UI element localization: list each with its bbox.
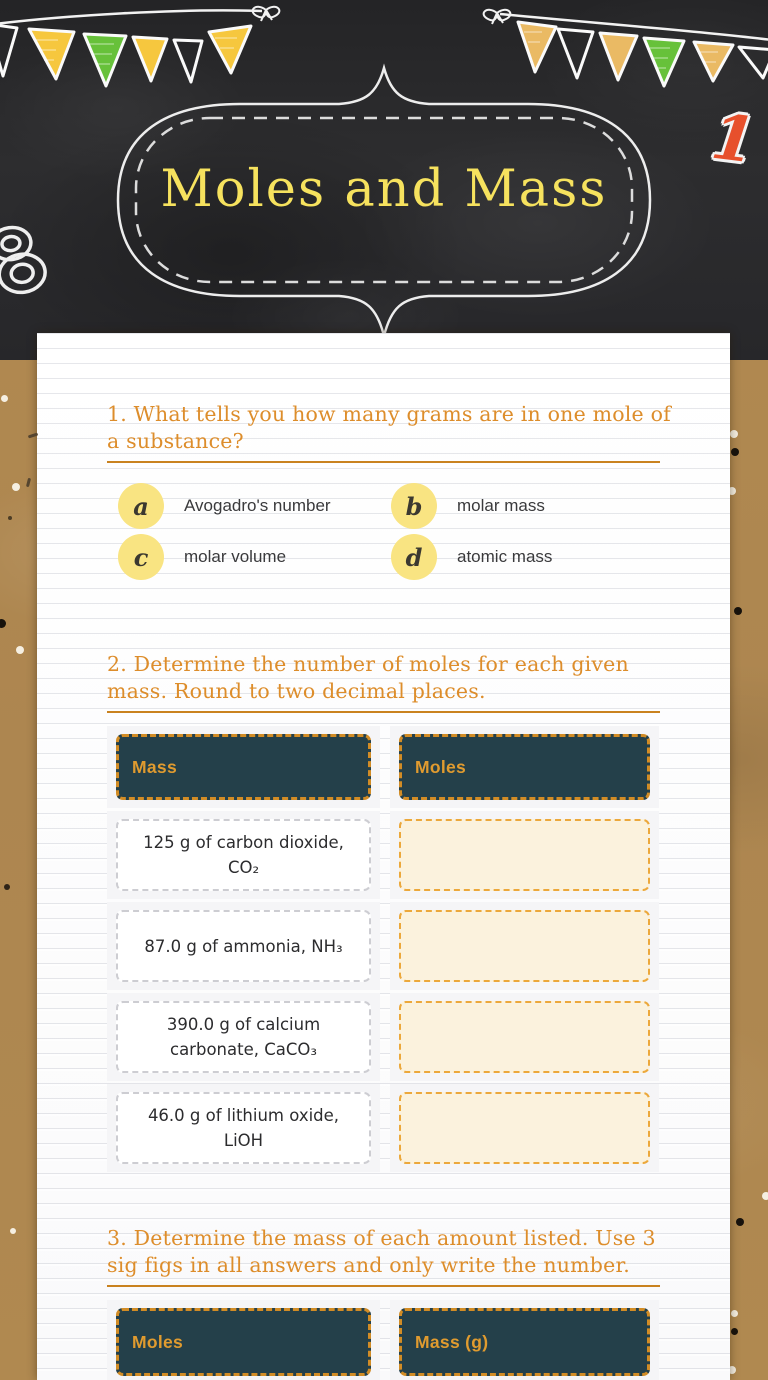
mass-label: 87.0 g of ammonia, NH₃ <box>116 910 371 982</box>
decorative-number-8 <box>0 224 48 296</box>
kraft-dot <box>10 1228 16 1234</box>
moles-answer-input[interactable] <box>399 819 650 891</box>
question-2-table <box>107 726 659 1172</box>
moles-answer-input[interactable] <box>399 1092 650 1164</box>
bow-icon <box>253 7 280 21</box>
table-cell <box>107 811 380 899</box>
kraft-dot <box>734 607 742 615</box>
chalkboard-header <box>0 0 768 360</box>
column-header-moles: Moles <box>399 734 650 800</box>
option-label[interactable]: Avogadro's number <box>184 496 331 515</box>
table-cell <box>107 1084 380 1172</box>
kraft-dot <box>4 884 10 890</box>
moles-answer-input[interactable] <box>399 910 650 982</box>
table-cell <box>390 1084 659 1172</box>
question-3-prompt: 3. Determine the mass of each amount listed. Use 3 sig figs in all answers and only write the number. <box>107 1226 656 1277</box>
column-header-mass: Mass <box>116 734 371 800</box>
kraft-dot <box>0 619 6 628</box>
table-header-cell <box>390 1300 659 1380</box>
option-letter-badge[interactable]: c <box>118 534 164 580</box>
bunting-flags-left <box>0 24 251 86</box>
option-label[interactable]: molar mass <box>457 496 545 515</box>
question-1-divider <box>107 461 660 463</box>
answer-option-c[interactable] <box>118 534 286 580</box>
option-letter-badge[interactable]: b <box>391 483 437 529</box>
kraft-dot <box>731 1328 738 1335</box>
bow-icon <box>484 10 511 24</box>
table-cell <box>107 902 380 990</box>
table-cell <box>107 993 380 1081</box>
option-label[interactable]: molar volume <box>184 547 287 566</box>
kraft-dot <box>1 395 8 402</box>
kraft-dot <box>16 646 24 654</box>
mass-label: 46.0 g of lithium oxide, LiOH <box>116 1092 371 1164</box>
question-2-prompt: 2. Determine the number of moles for each given mass. Round to two decimal places. <box>107 652 629 703</box>
question-3-divider <box>107 1285 660 1287</box>
kraft-dot <box>12 483 20 491</box>
kraft-dot <box>731 1310 738 1317</box>
moles-answer-input[interactable] <box>399 1001 650 1073</box>
question-1-prompt: 1. What tells you how many grams are in one mole of a substance? <box>107 402 671 453</box>
bunting-string-left <box>0 10 262 24</box>
mass-label: 125 g of carbon dioxide, CO₂ <box>116 819 371 891</box>
table-header-cell <box>107 726 380 808</box>
table-header-cell <box>107 1300 380 1380</box>
table-header-cell <box>390 726 659 808</box>
column-header-mass-g: Mass (g) <box>399 1308 650 1376</box>
table-cell <box>390 902 659 990</box>
question-2-divider <box>107 711 660 713</box>
table-cell <box>390 993 659 1081</box>
question-3-table <box>107 1300 659 1380</box>
answer-option-d[interactable] <box>391 534 552 580</box>
option-label[interactable]: atomic mass <box>457 547 553 566</box>
option-letter-badge[interactable]: d <box>391 534 437 580</box>
paper-tear-mark <box>26 478 31 487</box>
kraft-dot <box>731 448 739 456</box>
kraft-dot <box>730 430 738 438</box>
kraft-dot <box>8 516 12 520</box>
mass-label: 390.0 g of calcium carbonate, CaCO₃ <box>116 1001 371 1073</box>
answer-option-a[interactable] <box>118 483 331 529</box>
worksheet-title: Moles and Mass <box>160 160 608 219</box>
answer-option-b[interactable] <box>391 483 545 529</box>
table-cell <box>390 811 659 899</box>
worksheet-paper <box>37 333 730 1380</box>
decorative-number-1: 1 <box>707 99 760 178</box>
bunting-flags-right <box>518 22 768 86</box>
kraft-dot <box>736 1218 744 1226</box>
kraft-dot <box>762 1192 768 1200</box>
option-letter-badge[interactable]: a <box>118 483 164 529</box>
column-header-moles: Moles <box>116 1308 371 1376</box>
